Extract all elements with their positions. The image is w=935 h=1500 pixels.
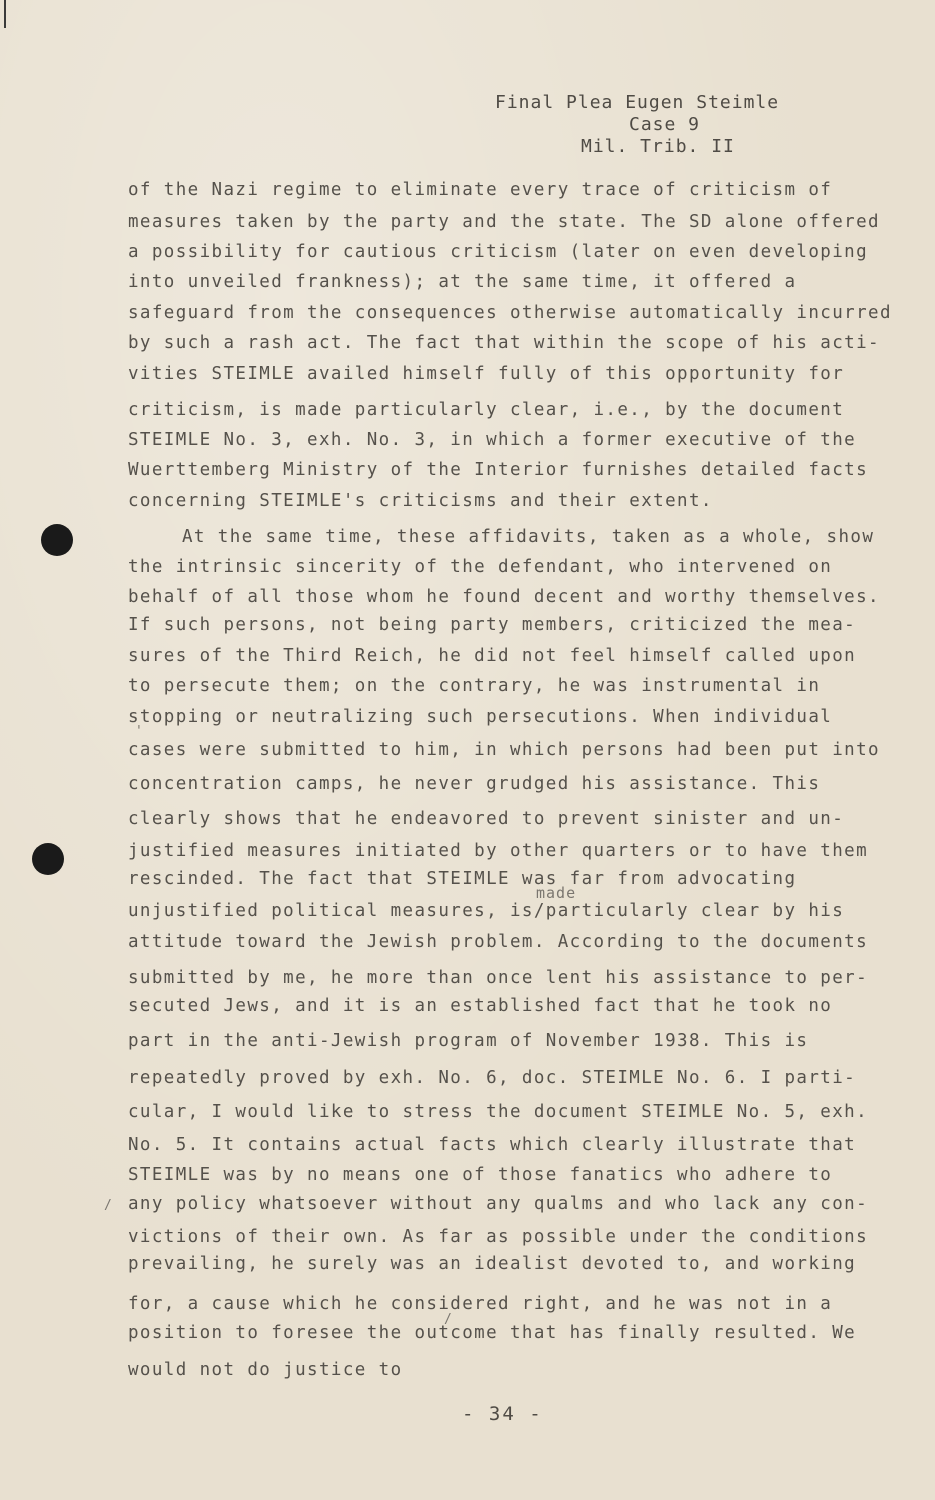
text-line: behalf of all those whom he found decent and worthy themselves. xyxy=(128,587,880,607)
page-number: - 34 - xyxy=(462,1403,543,1425)
text-line: No. 5. It contains actual facts which clearly illustrate that xyxy=(128,1135,857,1155)
text-line: secuted Jews, and it is an established fact that he took no xyxy=(128,996,833,1016)
handwritten-insertion: made xyxy=(536,884,577,902)
text-line: sures of the Third Reich, he did not feel himself called upon xyxy=(128,646,857,666)
margin-mark: / xyxy=(104,1198,112,1213)
text-line: a possibility for cautious criticism (later on even developing xyxy=(128,242,869,262)
header-tribunal: Mil. Trib. II xyxy=(581,136,735,157)
text-line: the intrinsic sincerity of the defendant, who intervened on xyxy=(128,557,833,577)
text-line: STEIMLE was by no means one of those fanatics who adhere to xyxy=(128,1165,833,1185)
document-header xyxy=(495,92,779,158)
text-line: vities STEIMLE availed himself fully of this opportunity for xyxy=(128,364,845,384)
text-line: concerning STEIMLE's criticisms and their extent. xyxy=(128,491,713,511)
text-line: for, a cause which he considered right, and he was not in a xyxy=(128,1294,833,1314)
text-line: stopping or neutralizing such persecutions. When individual xyxy=(128,707,833,727)
text-line: concentration camps, he never grudged his assistance. This xyxy=(128,774,821,794)
text-line: attitude toward the Jewish problem. According to the documents xyxy=(128,932,869,952)
text-line: any policy whatsoever without any qualms and who lack any con- xyxy=(128,1194,869,1214)
text-line: If such persons, not being party members, criticized the mea- xyxy=(128,615,857,635)
accent-mark: / xyxy=(444,1312,452,1327)
text-line: cases were submitted to him, in which persons had been put into xyxy=(128,740,880,760)
text-line: position to foresee the outcome that has finally resulted. We xyxy=(128,1323,857,1343)
accent-mark: ' xyxy=(135,724,143,739)
text-line: criticism, is made particularly clear, i.e., by the document xyxy=(128,400,845,420)
text-line: clearly shows that he endeavored to prevent sinister and un- xyxy=(128,809,845,829)
punch-hole-bottom xyxy=(32,843,64,875)
text-line: part in the anti-Jewish program of November 1938. This is xyxy=(128,1031,809,1051)
text-line: by such a rash act. The fact that within the scope of his acti- xyxy=(128,333,880,353)
text-line: submitted by me, he more than once lent his assistance to per- xyxy=(128,968,869,988)
text-line: repeatedly proved by exh. No. 6, doc. STEIMLE No. 6. I parti- xyxy=(128,1068,857,1088)
text-line: into unveiled frankness); at the same time, it offered a xyxy=(128,272,797,292)
text-line: STEIMLE No. 3, exh. No. 3, in which a former executive of the xyxy=(128,430,857,450)
text-line: safeguard from the consequences otherwise automatically incurred xyxy=(128,303,892,323)
text-line: prevailing, he surely was an idealist devoted to, and working xyxy=(128,1254,857,1274)
text-line: At the same time, these affidavits, taken as a whole, show xyxy=(182,527,875,547)
text-line: would not do justice to xyxy=(128,1360,403,1380)
text-line: Wuerttemberg Ministry of the Interior furnishes detailed facts xyxy=(128,460,869,480)
punch-hole-top xyxy=(41,524,73,556)
text-line: to persecute them; on the contrary, he was instrumental in xyxy=(128,676,821,696)
header-case: Case 9 xyxy=(629,114,701,135)
edge-mark xyxy=(4,0,6,28)
header-title: Final Plea Eugen Steimle xyxy=(495,92,780,113)
text-line: of the Nazi regime to eliminate every trace of criticism of xyxy=(128,180,833,200)
text-line: measures taken by the party and the state. The SD alone offered xyxy=(128,212,880,232)
text-line: cular, I would like to stress the document STEIMLE No. 5, exh. xyxy=(128,1102,869,1122)
text-line: unjustified political measures, is/particularly clear by his xyxy=(128,901,845,921)
text-line: justified measures initiated by other quarters or to have them xyxy=(128,841,869,861)
text-line: rescinded. The fact that STEIMLE was far from advocating xyxy=(128,869,797,889)
text-line: victions of their own. As far as possible under the conditions xyxy=(128,1227,869,1247)
